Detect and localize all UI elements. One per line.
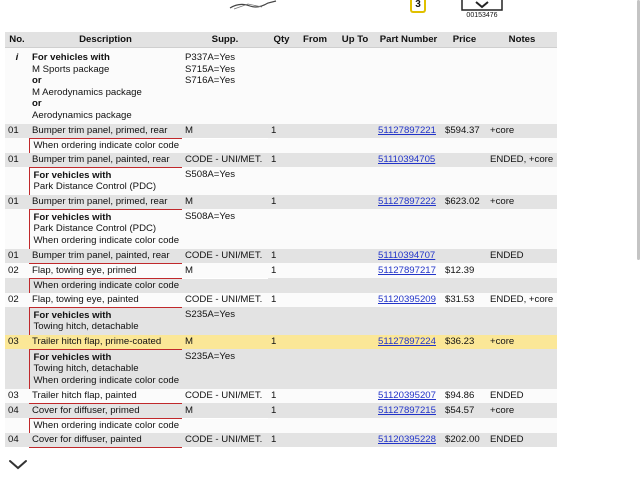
col-no-header: No. bbox=[5, 32, 29, 48]
item-from bbox=[295, 195, 335, 210]
item-qty: 1 bbox=[268, 195, 295, 210]
col-supp-header: Supp. bbox=[182, 32, 268, 48]
supplement-code: P337A=Yes bbox=[185, 52, 236, 63]
item-notes bbox=[487, 263, 557, 278]
item-notes: ENDED, +core bbox=[487, 153, 557, 168]
part-number-cell bbox=[375, 249, 442, 264]
item-supplement: CODE - UNI/MET. bbox=[182, 293, 268, 308]
table-row bbox=[5, 389, 557, 404]
condition-row bbox=[5, 209, 557, 248]
empty-cell bbox=[442, 209, 487, 248]
item-notes: +core bbox=[487, 335, 557, 350]
table-row bbox=[5, 249, 557, 264]
item-supplement: CODE - UNI/MET. bbox=[182, 153, 268, 168]
item-price: $94.86 bbox=[442, 389, 487, 404]
item-number: 03 bbox=[5, 335, 29, 350]
part-drawing-icon bbox=[228, 0, 288, 10]
item-description: Bumper trim panel, painted, rear bbox=[29, 153, 182, 168]
empty-cell bbox=[487, 278, 557, 293]
item-upto bbox=[335, 124, 375, 139]
diagram-area bbox=[0, 0, 640, 30]
empty-cell bbox=[295, 349, 335, 388]
part-number-cell bbox=[375, 263, 442, 278]
empty-cell bbox=[442, 138, 487, 153]
item-price: $54.57 bbox=[442, 403, 487, 418]
item-price bbox=[442, 249, 487, 264]
empty-cell bbox=[375, 138, 442, 153]
part-number-cell bbox=[375, 293, 442, 308]
part-number-cell bbox=[375, 153, 442, 168]
empty-cell bbox=[442, 418, 487, 433]
condition-heading: For vehicles with bbox=[32, 52, 110, 63]
condition-text: Aerodynamics package bbox=[32, 109, 132, 121]
part-number-link[interactable]: 51127897224 bbox=[378, 335, 436, 347]
empty-cell bbox=[375, 209, 442, 248]
item-number: 02 bbox=[5, 293, 29, 308]
table-row bbox=[5, 433, 557, 448]
empty-cell bbox=[375, 307, 442, 335]
part-number-link[interactable]: 51120395228 bbox=[378, 433, 436, 445]
condition-supplement bbox=[182, 209, 268, 248]
item-upto bbox=[335, 153, 375, 168]
empty-cell bbox=[335, 48, 375, 124]
diagram-callout[interactable]: 3 bbox=[410, 0, 426, 13]
empty-cell bbox=[442, 349, 487, 388]
item-supplement: CODE - UNI/MET. bbox=[182, 433, 268, 448]
empty-cell bbox=[487, 48, 557, 124]
condition-row bbox=[5, 307, 557, 335]
condition-supplement bbox=[182, 167, 268, 195]
item-description: Trailer hitch flap, painted bbox=[29, 389, 182, 404]
part-number-cell bbox=[375, 389, 442, 404]
empty-cell bbox=[268, 48, 295, 124]
empty-cell bbox=[375, 48, 442, 124]
info-supplements bbox=[182, 48, 268, 124]
condition-heading: For vehicles with bbox=[33, 169, 112, 181]
table-header-row bbox=[5, 32, 557, 48]
empty-cell bbox=[295, 48, 335, 124]
part-number-link[interactable]: 51120395209 bbox=[378, 293, 436, 305]
condition-supplement bbox=[182, 307, 268, 335]
item-qty: 1 bbox=[268, 124, 295, 139]
condition-text: When ordering indicate color code bbox=[33, 374, 180, 386]
table-row bbox=[5, 153, 557, 168]
table-row bbox=[5, 403, 557, 418]
empty-cell bbox=[487, 349, 557, 388]
item-price bbox=[442, 153, 487, 168]
item-qty: 1 bbox=[268, 153, 295, 168]
part-number-cell bbox=[375, 335, 442, 350]
condition-text: Towing hitch, detachable bbox=[33, 321, 139, 333]
empty-cell bbox=[487, 167, 557, 195]
condition-text: When ordering indicate color code bbox=[33, 234, 180, 246]
part-number-cell bbox=[375, 403, 442, 418]
empty-cell bbox=[5, 209, 29, 248]
empty-cell bbox=[268, 418, 295, 433]
item-price: $12.39 bbox=[442, 263, 487, 278]
empty-cell bbox=[442, 307, 487, 335]
empty-cell bbox=[5, 307, 29, 335]
note-row bbox=[5, 138, 557, 153]
item-description: Cover for diffuser, primed bbox=[29, 403, 182, 418]
empty-cell bbox=[5, 138, 29, 153]
condition-supplement bbox=[182, 349, 268, 388]
item-description: Trailer hitch flap, prime-coated bbox=[29, 335, 182, 350]
item-notes: ENDED bbox=[487, 389, 557, 404]
condition-description bbox=[29, 209, 182, 248]
part-number-cell bbox=[375, 124, 442, 139]
table-row bbox=[5, 263, 557, 278]
item-qty: 1 bbox=[268, 433, 295, 448]
item-from bbox=[295, 293, 335, 308]
empty-cell bbox=[268, 349, 295, 388]
item-price: $623.02 bbox=[442, 195, 487, 210]
empty-cell bbox=[295, 167, 335, 195]
info-marker: i bbox=[5, 48, 29, 124]
empty-cell bbox=[487, 138, 557, 153]
part-number-cell bbox=[375, 433, 442, 448]
supplement-code: S235A=Yes bbox=[185, 309, 236, 321]
condition-text: Towing hitch, detachable bbox=[33, 363, 139, 375]
empty-cell bbox=[5, 349, 29, 388]
condition-description bbox=[29, 167, 182, 195]
diagram-logo-icon bbox=[460, 0, 504, 12]
diagram-id: 00153476 bbox=[466, 12, 498, 19]
part-number-link[interactable]: 51127897217 bbox=[378, 264, 436, 276]
empty-cell bbox=[335, 278, 375, 293]
empty-cell bbox=[5, 418, 29, 433]
empty-cell bbox=[295, 307, 335, 335]
item-number: 03 bbox=[5, 389, 29, 404]
empty-cell bbox=[295, 418, 335, 433]
item-qty: 1 bbox=[268, 249, 295, 264]
item-number: 01 bbox=[5, 195, 29, 210]
supplement-code: S508A=Yes bbox=[185, 169, 236, 181]
empty-cell bbox=[268, 167, 295, 195]
empty-cell bbox=[295, 209, 335, 248]
item-supplement: M bbox=[182, 263, 268, 278]
order-note: When ordering indicate color code bbox=[29, 278, 268, 293]
table-row bbox=[5, 124, 557, 139]
condition-heading: or bbox=[32, 98, 42, 110]
part-number-link[interactable]: 51110394705 bbox=[378, 153, 436, 165]
supplement-code: S508A=Yes bbox=[185, 211, 236, 223]
item-from bbox=[295, 403, 335, 418]
item-from bbox=[295, 263, 335, 278]
col-notes-header: Notes bbox=[487, 32, 557, 48]
empty-cell bbox=[335, 307, 375, 335]
item-qty: 1 bbox=[268, 403, 295, 418]
empty-cell bbox=[335, 167, 375, 195]
item-supplement: M bbox=[182, 195, 268, 210]
empty-cell bbox=[375, 349, 442, 388]
condition-text: Park Distance Control (PDC) bbox=[33, 223, 157, 235]
item-supplement: M bbox=[182, 124, 268, 139]
col-qty-header: Qty bbox=[268, 32, 295, 48]
col-description-header: Description bbox=[29, 32, 182, 48]
item-from bbox=[295, 389, 335, 404]
note-row bbox=[5, 418, 557, 433]
item-description: Cover for diffuser, painted bbox=[29, 433, 182, 448]
condition-heading: or bbox=[32, 75, 42, 87]
condition-heading: For vehicles with bbox=[33, 211, 112, 223]
condition-heading: For vehicles with bbox=[33, 351, 112, 363]
empty-cell bbox=[442, 48, 487, 124]
empty-cell bbox=[335, 418, 375, 433]
chevron-down-icon[interactable] bbox=[8, 459, 28, 471]
item-qty: 1 bbox=[268, 335, 295, 350]
bottom-overlay bbox=[0, 458, 640, 480]
item-supplement: M bbox=[182, 335, 268, 350]
item-from bbox=[295, 335, 335, 350]
condition-description bbox=[29, 307, 182, 335]
item-supplement: M bbox=[182, 403, 268, 418]
col-part-number-header: Part Number bbox=[375, 32, 442, 48]
item-notes: ENDED bbox=[487, 433, 557, 448]
parts-table bbox=[5, 32, 557, 448]
empty-cell bbox=[295, 138, 335, 153]
part-number-link[interactable]: 51110394707 bbox=[378, 249, 436, 261]
table-row bbox=[5, 195, 557, 210]
item-qty: 1 bbox=[268, 263, 295, 278]
item-number: 02 bbox=[5, 263, 29, 278]
part-number-link[interactable]: 51127897222 bbox=[378, 196, 436, 207]
supplement-code: S715A=Yes bbox=[185, 63, 236, 75]
item-upto bbox=[335, 249, 375, 264]
item-supplement: CODE - UNI/MET. bbox=[182, 389, 268, 404]
item-description: Bumper trim panel, primed, rear bbox=[29, 124, 182, 139]
condition-row bbox=[5, 167, 557, 195]
item-number: 01 bbox=[5, 153, 29, 168]
item-description: Flap, towing eye, painted bbox=[29, 293, 182, 308]
empty-cell bbox=[268, 209, 295, 248]
empty-cell bbox=[442, 278, 487, 293]
note-row bbox=[5, 278, 557, 293]
col-price-header: Price bbox=[442, 32, 487, 48]
empty-cell bbox=[335, 349, 375, 388]
condition-text: M Sports package bbox=[32, 63, 110, 75]
empty-cell bbox=[5, 278, 29, 293]
empty-cell bbox=[295, 278, 335, 293]
info-conditions bbox=[29, 48, 182, 124]
condition-text: Park Distance Control (PDC) bbox=[33, 181, 157, 193]
empty-cell bbox=[335, 209, 375, 248]
item-price: $202.00 bbox=[442, 433, 487, 448]
empty-cell bbox=[442, 167, 487, 195]
condition-text: M Aerodynamics package bbox=[32, 86, 142, 98]
item-from bbox=[295, 433, 335, 448]
supplement-code: S716A=Yes bbox=[185, 75, 236, 87]
empty-cell bbox=[375, 167, 442, 195]
item-notes: ENDED, +core bbox=[487, 293, 557, 308]
empty-cell bbox=[335, 138, 375, 153]
col-from-header: From bbox=[295, 32, 335, 48]
item-from bbox=[295, 153, 335, 168]
empty-cell bbox=[268, 278, 295, 293]
table-row bbox=[5, 335, 557, 350]
item-upto bbox=[335, 389, 375, 404]
item-upto bbox=[335, 403, 375, 418]
empty-cell bbox=[268, 138, 295, 153]
item-number: 01 bbox=[5, 249, 29, 264]
condition-heading: For vehicles with bbox=[33, 309, 112, 321]
item-description: Flap, towing eye, primed bbox=[29, 263, 182, 278]
item-notes: ENDED bbox=[487, 249, 557, 264]
part-number-link[interactable]: 51120395207 bbox=[378, 389, 436, 401]
item-from bbox=[295, 249, 335, 264]
table-row bbox=[5, 293, 557, 308]
empty-cell bbox=[487, 307, 557, 335]
item-notes: +core bbox=[487, 195, 557, 210]
item-upto bbox=[335, 195, 375, 210]
item-price: $594.37 bbox=[442, 124, 487, 139]
condition-description bbox=[29, 349, 182, 388]
empty-cell bbox=[487, 209, 557, 248]
empty-cell bbox=[5, 167, 29, 195]
item-price: $31.53 bbox=[442, 293, 487, 308]
item-number: 04 bbox=[5, 433, 29, 448]
part-number-link[interactable]: 51127897221 bbox=[378, 124, 436, 136]
empty-cell bbox=[375, 278, 442, 293]
item-upto bbox=[335, 263, 375, 278]
item-upto bbox=[335, 433, 375, 448]
empty-cell bbox=[268, 307, 295, 335]
empty-cell bbox=[487, 418, 557, 433]
item-notes: +core bbox=[487, 124, 557, 139]
col-upto-header: Up To bbox=[335, 32, 375, 48]
supplement-code: S235A=Yes bbox=[185, 351, 236, 363]
condition-row bbox=[5, 349, 557, 388]
order-note: When ordering indicate color code bbox=[29, 418, 268, 433]
item-number: 01 bbox=[5, 124, 29, 139]
item-description: Bumper trim panel, painted, rear bbox=[29, 249, 182, 264]
part-number-cell bbox=[375, 195, 442, 210]
item-qty: 1 bbox=[268, 293, 295, 308]
item-upto bbox=[335, 335, 375, 350]
item-upto bbox=[335, 293, 375, 308]
order-note: When ordering indicate color code bbox=[29, 138, 268, 153]
info-row bbox=[5, 48, 557, 124]
item-supplement: CODE - UNI/MET. bbox=[182, 249, 268, 264]
item-qty: 1 bbox=[268, 389, 295, 404]
item-price: $36.23 bbox=[442, 335, 487, 350]
empty-cell bbox=[375, 418, 442, 433]
item-number: 04 bbox=[5, 403, 29, 418]
part-number-link[interactable]: 51127897215 bbox=[378, 404, 436, 416]
item-notes: +core bbox=[487, 403, 557, 418]
item-description: Bumper trim panel, primed, rear bbox=[29, 195, 182, 210]
item-from bbox=[295, 124, 335, 139]
